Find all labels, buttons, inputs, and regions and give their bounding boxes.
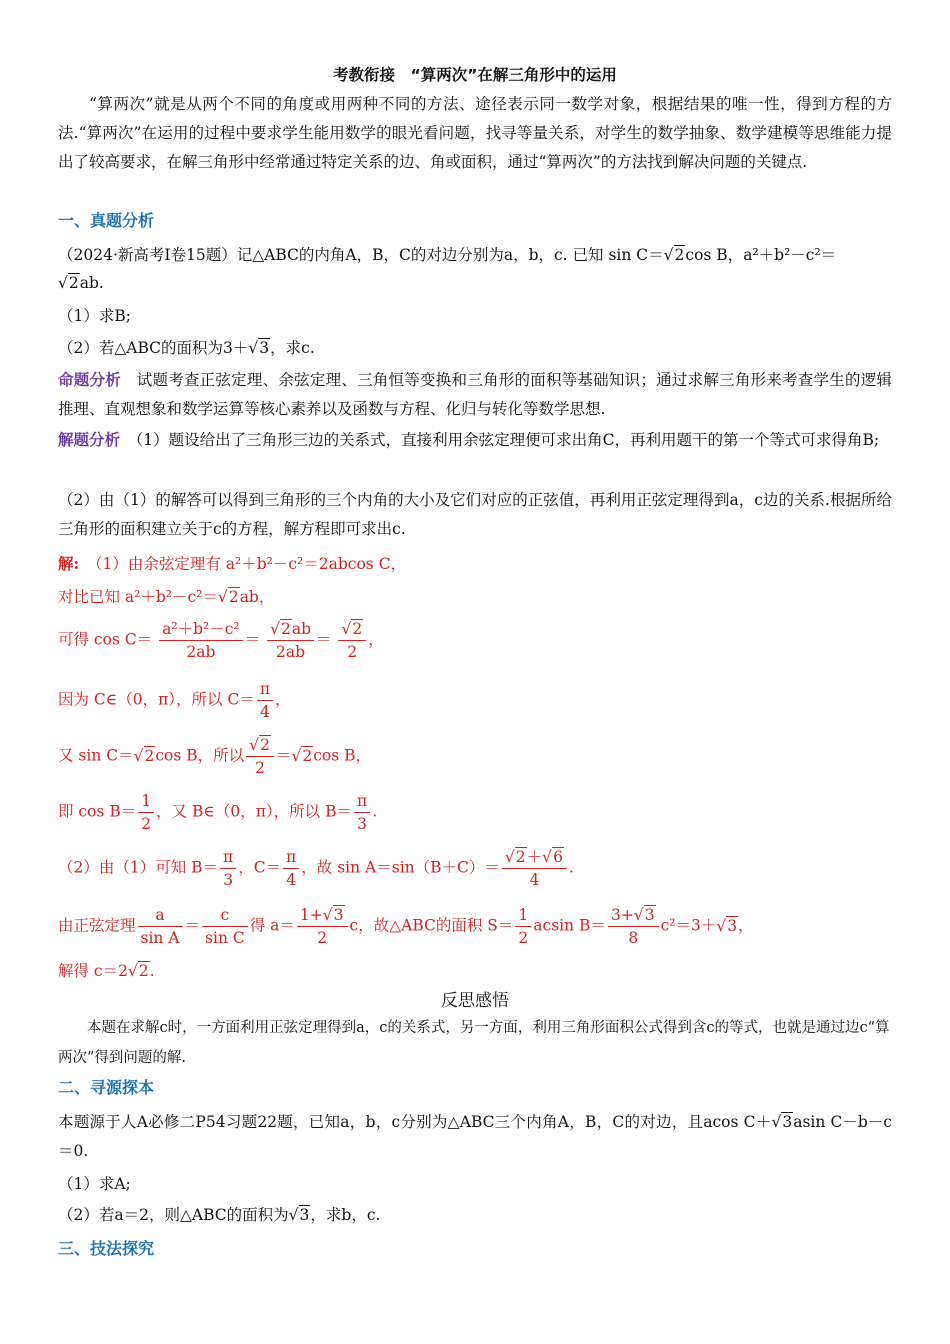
source-question-1: （1）求A;	[58, 1175, 131, 1193]
reflection-title: 反思感悟	[441, 991, 509, 1011]
fraction-sqrt2-over-2: $\frac{√2}{2}$	[338, 618, 366, 663]
tag-solution-analysis: 解题分析	[58, 431, 121, 449]
section-heading-3: 三、技法探究	[58, 1239, 155, 1258]
solution-analysis: 解题分析 （1）题设给出了三角形三边的关系式，直接利用余弦定理便可求出角C，再利用题干的第一个等式可求得角B;	[58, 431, 880, 449]
solution-line-6: 即 cos B＝ $\frac{1}{2}$ ，又 B∈（0，π），所以 B＝ $\frac{\pi}{3}$ .	[58, 792, 378, 833]
fraction-pi-over-3: $\frac{\pi}{3}$	[354, 790, 370, 835]
fraction-pi-over-4: $\frac{\pi}{4}$	[257, 678, 273, 723]
sqrt3-radical: √3	[248, 339, 270, 357]
fraction-sinA: $\frac{√2+√6}{4}$	[502, 846, 567, 891]
solution-line-4: 因为 C∈（0，π），所以 C＝ $\frac{\pi}{4}$ ，	[58, 680, 291, 721]
fraction-sqrt2-over-2: $\frac{√2}{2}$	[246, 734, 274, 779]
problem-source: （2024·新高考Ⅰ卷15题）	[58, 246, 237, 264]
fraction-sqrt2ab: $\frac{√2ab}{2ab}$	[267, 618, 314, 663]
reflection-text: 本题在求解c时，一方面利用正弦定理得到a，c的关系式，另一方面，利用三角形面积公式得到含c的等式，也就是通过边c“算两次”得到问题的解.	[58, 1020, 890, 1066]
fraction-cos-c: $\frac{\text{a²＋b²－c²}}{2ab}$	[159, 618, 243, 663]
solution-line-2: 对比已知 a²＋b²－c²＝√2ab，	[58, 588, 275, 606]
solution-line-5: 又 sin C＝√2cos B，所以 $\frac{√2}{2}$ ＝√2cos B，	[58, 736, 372, 777]
section-heading-1: 一、真题分析	[58, 211, 155, 230]
solution-line-3: 可得 cos C＝ $\frac{\text{a²＋b²－c²}}{2ab}$ ＝ $\frac{√2ab}{2ab}$ ＝ $\frac{√2}{2}$ ，	[58, 620, 384, 661]
question-2: （2）若△ABC的面积为3＋√3，求c.	[58, 339, 315, 357]
problem-text-c: ab.	[79, 274, 104, 292]
fraction-one-half: $\frac{1}{2}$	[138, 790, 154, 835]
solution-line-9: 解得 c＝2√2.	[58, 962, 155, 980]
problem-text-b: cos B，a²＋b²－c²＝	[685, 246, 837, 264]
question-1: （1）求B;	[58, 307, 131, 325]
section-heading-2: 二、寻源探本	[58, 1078, 155, 1097]
source-problem: 本题源于人A必修二P54习题22题，已知a，b，c分别为△ABC三个内角A，B，C的对边，且acos C＋√3asin C－b－c＝0.	[58, 1113, 892, 1160]
document-title: 考教衔接 “算两次”在解三角形中的运用	[333, 66, 617, 84]
solution-label: 解:	[58, 554, 80, 573]
solution-analysis-part2: （2）由（1）的解答可以得到三角形的三个内角的大小及它们对应的正弦值，再利用正弦定理得到a，c边的关系.根据所给三角形的面积建立关于c的方程，解方程即可求出c.	[58, 491, 892, 538]
source-question-2: （2）若a＝2，则△ABC的面积为√3，求b，c.	[58, 1206, 381, 1224]
problem-text-a: 记△ABC的内角A，B，C的对边分别为a，b，c. 已知 sin C＝	[236, 246, 664, 264]
solution-line-1: 解: （1）由余弦定理有 a²＋b²－c²＝2abcos C，	[58, 554, 407, 573]
solution-line-7: （2）由（1）可知 B＝ $\frac{\pi}{3}$ ，C＝ $\frac{\pi}{4}$ ，故 sin A＝sin（B＋C）＝ $\frac{√2+√6}{4}$ .	[58, 848, 574, 889]
sqrt2-radical: √2	[663, 246, 685, 264]
proposition-analysis: 命题分析 试题考查正弦定理、余弦定理、三角恒等变换和三角形的面积等基础知识；通过求解三角形来考查学生的逻辑推理、直观想象和数学运算等核心素养以及函数与方程、化归与转化等数学思想.	[58, 371, 892, 418]
tag-proposition-analysis: 命题分析	[58, 371, 121, 389]
sqrt2-radical: √2	[58, 274, 79, 292]
intro-paragraph: “算两次”就是从两个不同的角度或用两种不同的方法、途径表示同一数学对象，根据结果的唯一性，得到方程的方法.“算两次”在运用的过程中要求学生能用数学的眼光看问题，找寻等量关系，对学生的数学抽象、数学建模等思维能力提出了较高要求，在解三角形中经常通过特定关系的边、角或面积，通过“算两次”的方法找到解决问题的关键点.	[58, 95, 892, 171]
solution-line-8: 由正弦定理 $\frac{a}{\text{sin A}}$ ＝ $\frac{c}{\text{sin C}}$ 得 a＝ $\frac{1+√3}{2}$ c，故△ABC的面积 S＝ $\frac{1}{2}$ acsin B＝ $\frac{3+√3}{8}$ c²＝3＋√3，	[58, 906, 754, 947]
problem-statement-line1	[58, 244, 836, 266]
problem-statement-line2	[58, 272, 104, 294]
